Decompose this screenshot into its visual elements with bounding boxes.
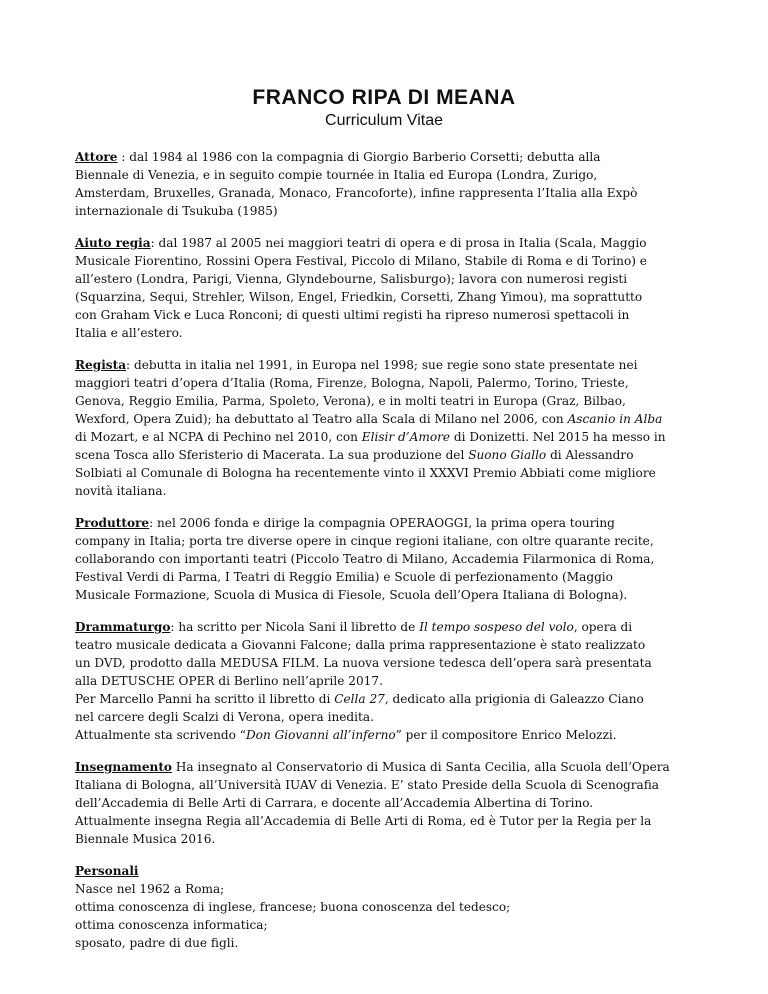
section-text: : dal 1984 al 1986 con la compagnia di Giorgio Barberio Corsetti; debutta alla [117,150,601,164]
section-text: Nasce nel 1962 a Roma; [75,882,225,896]
section-text: collaborando con importanti teatri (Piccolo Teatro di Milano, Accademia Filarmonica di Roma, [75,552,655,566]
section-heading: Produttore [75,516,150,530]
section-text: di Donizetti. Nel 2015 ha messo in [450,430,666,444]
section-text: Amsterdam, Bruxelles, Granada, Monaco, Francoforte), infine rappresenta l’Italia alla Expò [75,186,638,200]
section-heading: Aiuto regia [75,236,151,250]
work-title: Elisir d’Amore [361,430,451,444]
section-heading: Regista [75,358,127,372]
section-text: (Squarzina, Sequi, Strehler, Wilson, Engel, Friedkin, Corsetti, Zhang Yimou), ma soprattutto [75,290,643,304]
section-aiuto-regia [75,234,715,342]
work-title: Il tempo sospeso del volo [419,620,574,634]
section-heading: Insegnamento [75,760,172,774]
section-text: Per Marcello Panni ha scritto il libretto di [75,692,335,706]
work-title: Ascanio in Alba [567,412,663,426]
section-text: Musicale Formazione, Scuola di Musica di Fiesole, Scuola dell’Opera Italiana di Bologna). [75,588,628,602]
section-text: internazionale di Tsukuba (1985) [75,204,278,218]
section-text: scena Tosca allo Sferisterio di Macerata. La sua produzione del [75,448,469,462]
section-text: Biennale Musica 2016. [75,832,216,846]
section-drammaturgo [75,618,715,744]
section-text: nel carcere degli Scalzi di Verona, opera inedita. [75,710,374,724]
section-text: alla DETUSCHE OPER di Berlino nell’aprile 2017. [75,674,383,688]
section-text: : debutta in italia nel 1991, in Europa nel 1998; sue regie sono state presentate nei [126,358,638,372]
cv-name: FRANCO RIPA DI MEANA [252,86,516,109]
section-text: sposato, padre di due figli. [75,936,239,950]
section-text: Italia e all’estero. [75,326,183,340]
section-text: all’estero (Londra, Parigi, Vienna, Glyndebourne, Salisburgo); lavora con numerosi registi [75,272,628,286]
work-title: Suono Giallo [468,448,547,462]
work-title: Don Giovanni all’inferno [245,728,396,742]
section-regista [75,356,715,500]
section-heading: Attore [75,150,118,164]
section-text: ottima conoscenza informatica; [75,918,268,932]
section-text: Attualmente sta scrivendo “ [75,728,246,742]
section-text: novità italiana. [75,484,167,498]
cv-subtitle: Curriculum Vitae [325,112,443,129]
section-text: con Graham Vick e Luca Ronconi; di questi ultimi registi ha ripreso numerosi spettacoli in [75,308,630,322]
section-text: company in Italia; porta tre diverse opere in cinque regioni italiane, con oltre quarante recite, [75,534,654,548]
section-attore [75,148,715,220]
section-text: , dedicato alla prigionia di Galeazzo Ciano [384,692,644,706]
section-text: Wexford, Opera Zuid); ha debuttato al Teatro alla Scala di Milano nel 2006, con [75,412,568,426]
section-text: teatro musicale dedicata a Giovanni Falcone; dalla prima rappresentazione è stato realizzato [75,638,646,652]
section-text: : ha scritto per Nicola Sani il libretto de [170,620,420,634]
section-text: Genova, Reggio Emilia, Parma, Spoleto, Verona), e in molti teatri in Europa (Graz, Bilbao, [75,394,626,408]
section-text: Festival Verdi di Parma, I Teatri di Reggio Emilia) e Scuole di perfezionamento (Maggio [75,570,613,584]
section-heading: Personali [75,864,139,878]
section-text: : dal 1987 al 2005 nei maggiori teatri di opera e di prosa in Italia (Scala, Maggio [150,236,647,250]
section-text: , opera di [573,620,633,634]
section-text: Attualmente insegna Regia all’Accademia di Belle Arti di Roma, ed è Tutor per la Regia per la [75,814,652,828]
section-text: Ha insegnato al Conservatorio di Musica di Santa Cecilia, alla Scuola dell’Opera [171,760,670,774]
section-heading: Drammaturgo [75,620,171,634]
section-produttore [75,514,715,604]
section-text: Solbiati al Comunale di Bologna ha recentemente vinto il XXXVI Premio Abbiati come migliore [75,466,656,480]
section-text: Italiana di Bologna, all’Università IUAV di Venezia. E’ stato Preside della Scuola di Scenografia [75,778,660,792]
section-text: un DVD, prodotto dalla MEDUSA FILM. La nuova versione tedesca dell’opera sarà presentata [75,656,652,670]
section-personali [75,862,715,952]
section-text: : nel 2006 fonda e dirige la compagnia OPERAOGGI, la prima opera touring [149,516,615,530]
cv-body [75,148,715,966]
section-insegnamento [75,758,715,848]
section-text: ” per il compositore Enrico Melozzi. [395,728,617,742]
section-text: Biennale di Venezia, e in seguito compie tournée in Italia ed Europa (Londra, Zurigo, [75,168,598,182]
section-text: ottima conoscenza di inglese, francese; buona conoscenza del tedesco; [75,900,511,914]
section-text: di Alessandro [546,448,634,462]
work-title: Cella 27 [334,692,385,706]
section-text: Musicale Fiorentino, Rossini Opera Festival, Piccolo di Milano, Stabile di Roma e di Torino) e [75,254,647,268]
section-text: dell’Accademia di Belle Arti di Carrara, e docente all’Accademia Albertina di Torino. [75,796,594,810]
section-text: di Mozart, e al NCPA di Pechino nel 2010, con [75,430,362,444]
section-text: maggiori teatri d’opera d’Italia (Roma, Firenze, Bologna, Napoli, Palermo, Torino, Trieste, [75,376,629,390]
